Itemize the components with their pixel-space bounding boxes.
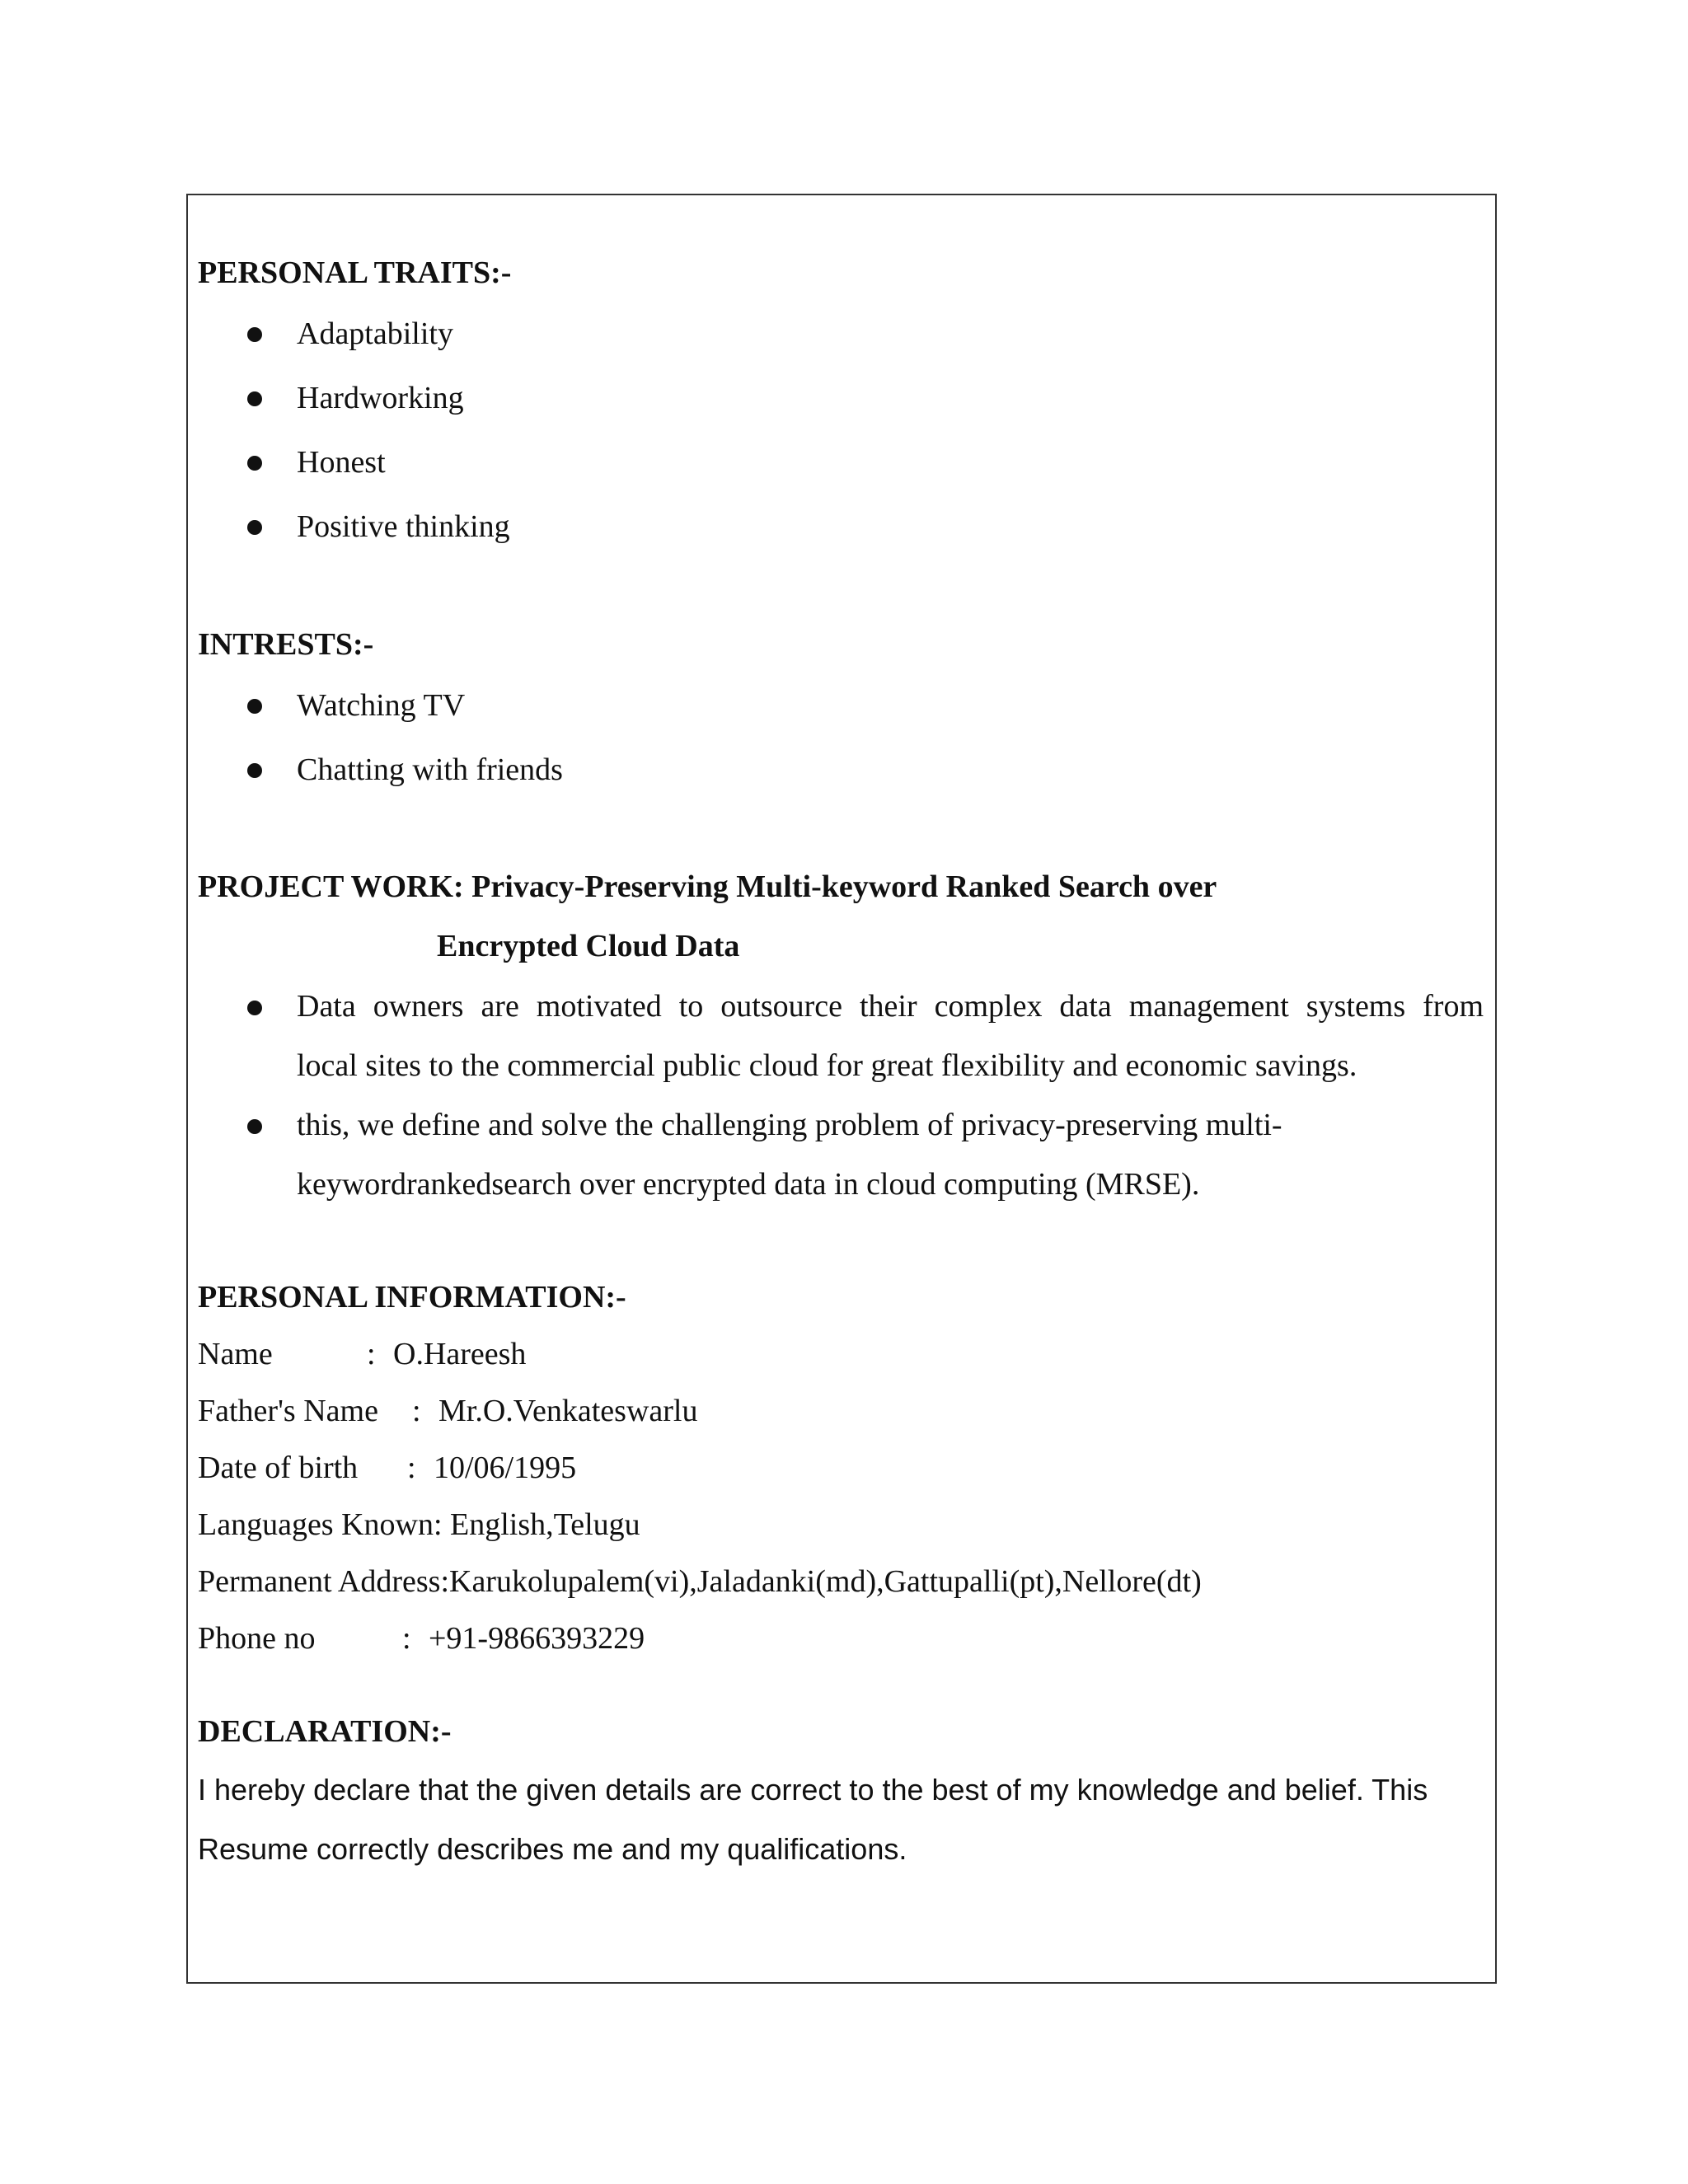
personal-info-heading: PERSONAL INFORMATION:- — [198, 1280, 626, 1315]
interests-heading: INTRESTS:- — [198, 627, 374, 662]
project-heading: PROJECT WORK: Privacy-Preserving Multi-keyword Ranked Search over — [198, 869, 1217, 904]
dob-separator: : — [407, 1451, 416, 1485]
trait-item: Honest — [297, 445, 386, 480]
trait-item: Adaptability — [297, 316, 453, 351]
project-bullet-line: Data owners are motivated to outsource their complex data management systems from — [297, 989, 1484, 1024]
languages-known: Languages Known: English,Telugu — [198, 1507, 640, 1542]
interest-item: Watching TV — [297, 688, 466, 723]
permanent-address: Permanent Address:Karukolupalem(vi),Jaladanki(md),Gattupalli(pt),Nellore(dt) — [198, 1564, 1202, 1599]
father-name-value: Mr.O.Venkateswarlu — [438, 1394, 698, 1428]
interest-item: Chatting with friends — [297, 752, 563, 787]
bullet-icon — [247, 327, 262, 342]
bullet-icon — [247, 699, 262, 714]
trait-item: Positive thinking — [297, 509, 510, 544]
father-name-label: Father's Name — [198, 1394, 378, 1428]
bullet-icon — [247, 456, 262, 471]
phone-label: Phone no — [198, 1621, 316, 1656]
father-name-separator: : — [412, 1394, 421, 1428]
declaration-text: Resume correctly describes me and my qualifications. — [198, 1832, 907, 1866]
bullet-icon — [247, 391, 262, 406]
bullet-icon — [247, 763, 262, 778]
declaration-text: I hereby declare that the given details are correct to the best of my knowledge and belief. This — [198, 1773, 1428, 1807]
name-value: O.Hareesh — [393, 1337, 527, 1371]
trait-item: Hardworking — [297, 381, 464, 415]
name-label: Name — [198, 1337, 273, 1371]
declaration-heading: DECLARATION:- — [198, 1714, 452, 1749]
bullet-icon — [247, 1119, 262, 1134]
phone-separator: : — [402, 1621, 411, 1656]
bullet-icon — [247, 520, 262, 535]
name-separator: : — [367, 1337, 376, 1371]
project-bullet-line: keywordrankedsearch over encrypted data in cloud computing (MRSE). — [297, 1167, 1200, 1202]
personal-traits-heading: PERSONAL TRAITS:- — [198, 255, 512, 290]
dob-value: 10/06/1995 — [434, 1451, 577, 1485]
project-bullet-line: this, we define and solve the challenging problem of privacy-preserving multi- — [297, 1108, 1282, 1142]
bullet-icon — [247, 1001, 262, 1015]
dob-label: Date of birth — [198, 1451, 359, 1485]
phone-value: +91-9866393229 — [429, 1621, 645, 1656]
project-heading-continued: Encrypted Cloud Data — [437, 929, 740, 963]
project-bullet-line: local sites to the commercial public cloud for great flexibility and economic savings. — [297, 1048, 1357, 1083]
